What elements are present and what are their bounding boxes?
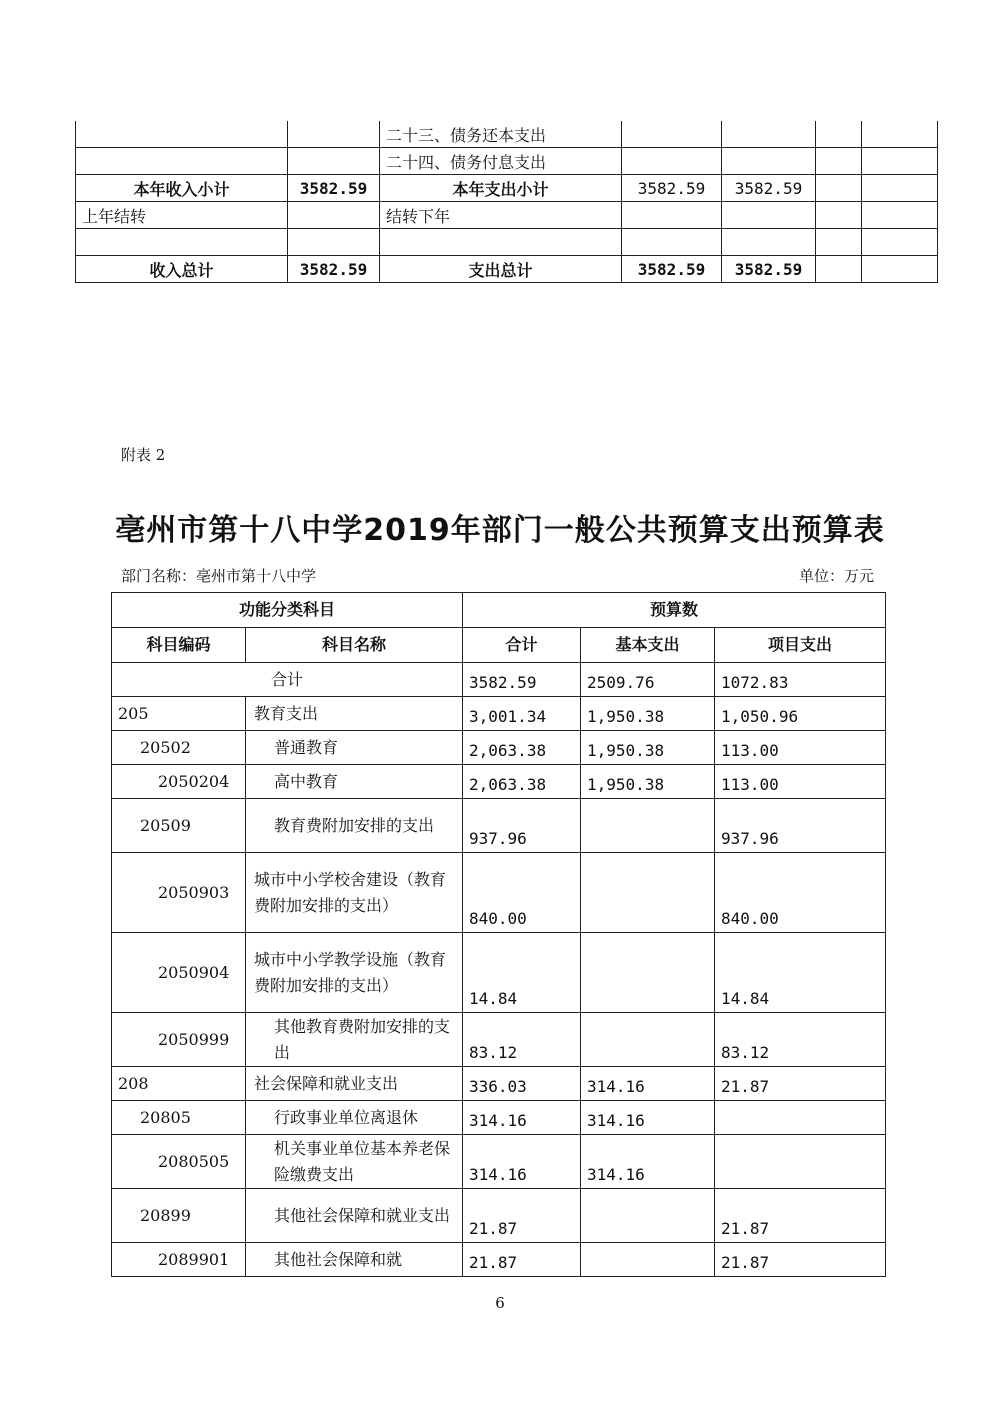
budget-row-project: 21.87 bbox=[715, 1067, 886, 1101]
budget-row-name: 普通教育 bbox=[246, 731, 463, 765]
budget-row bbox=[112, 1101, 886, 1135]
budget-row-name: 城市中小学教学设施（教育费附加安排的支出） bbox=[246, 933, 463, 1013]
summary-cell: 本年收入小计 bbox=[76, 175, 288, 202]
budget-row-basic bbox=[581, 1013, 715, 1067]
header-total: 合计 bbox=[463, 628, 581, 663]
budget-row bbox=[112, 765, 886, 799]
summary-cell bbox=[622, 202, 722, 229]
summary-cell bbox=[622, 121, 722, 148]
budget-row-basic bbox=[581, 1243, 715, 1277]
budget-row-total: 2,063.38 bbox=[463, 765, 581, 799]
total-row-label: 合计 bbox=[112, 663, 463, 697]
budget-row-basic: 314.16 bbox=[581, 1067, 715, 1101]
budget-row-name: 教育费附加安排的支出 bbox=[246, 799, 463, 853]
summary-cell bbox=[288, 148, 380, 175]
budget-row-total: 314.16 bbox=[463, 1101, 581, 1135]
budget-row-code: 2050999 bbox=[112, 1013, 246, 1067]
budget-row-name: 其他教育费附加安排的支出 bbox=[246, 1013, 463, 1067]
budget-row-total: 2,063.38 bbox=[463, 731, 581, 765]
budget-row-name: 教育支出 bbox=[246, 697, 463, 731]
budget-row-total: 14.84 bbox=[463, 933, 581, 1013]
summary-table-body bbox=[76, 121, 938, 283]
summary-cell: 本年支出小计 bbox=[380, 175, 622, 202]
budget-row-code: 20899 bbox=[112, 1189, 246, 1243]
header-code: 科目编码 bbox=[112, 628, 246, 663]
summary-cell bbox=[862, 202, 938, 229]
header-name: 科目名称 bbox=[246, 628, 463, 663]
budget-row-basic: 1,950.38 bbox=[581, 731, 715, 765]
budget-row bbox=[112, 1243, 886, 1277]
budget-row-name: 城市中小学校舍建设（教育费附加安排的支出） bbox=[246, 853, 463, 933]
budget-row-code: 2050904 bbox=[112, 933, 246, 1013]
budget-row-basic: 314.16 bbox=[581, 1135, 715, 1189]
page-number: 6 bbox=[495, 1294, 505, 1312]
budget-row-total: 3,001.34 bbox=[463, 697, 581, 731]
budget-row-code: 2050204 bbox=[112, 765, 246, 799]
summary-cell bbox=[76, 229, 288, 256]
budget-row-total: 83.12 bbox=[463, 1013, 581, 1067]
budget-row-code: 2050903 bbox=[112, 853, 246, 933]
budget-row-project: 1,050.96 bbox=[715, 697, 886, 731]
summary-cell bbox=[816, 148, 862, 175]
summary-cell: 3582.59 bbox=[622, 175, 722, 202]
budget-row-total: 314.16 bbox=[463, 1135, 581, 1189]
summary-cell bbox=[862, 256, 938, 283]
unit-label: 单位：万元 bbox=[798, 567, 874, 585]
summary-cell bbox=[862, 121, 938, 148]
summary-cell: 收入总计 bbox=[76, 256, 288, 283]
budget-row-project: 840.00 bbox=[715, 853, 886, 933]
budget-row-project: 937.96 bbox=[715, 799, 886, 853]
budget-row bbox=[112, 1013, 886, 1067]
budget-row-name: 行政事业单位离退休 bbox=[246, 1101, 463, 1135]
total-row-total: 3582.59 bbox=[463, 663, 581, 697]
budget-row-total: 336.03 bbox=[463, 1067, 581, 1101]
summary-cell bbox=[722, 121, 816, 148]
budget-row-code: 20509 bbox=[112, 799, 246, 853]
summary-cell: 3582.59 bbox=[288, 256, 380, 283]
budget-row-total: 21.87 bbox=[463, 1189, 581, 1243]
budget-row-project: 21.87 bbox=[715, 1243, 886, 1277]
budget-row-project: 113.00 bbox=[715, 731, 886, 765]
summary-cell bbox=[722, 202, 816, 229]
budget-row bbox=[112, 933, 886, 1013]
summary-cell: 结转下年 bbox=[380, 202, 622, 229]
summary-cell bbox=[622, 148, 722, 175]
summary-cell bbox=[288, 229, 380, 256]
budget-row-project: 113.00 bbox=[715, 765, 886, 799]
budget-row-project: 21.87 bbox=[715, 1189, 886, 1243]
summary-cell bbox=[722, 229, 816, 256]
budget-row-basic bbox=[581, 933, 715, 1013]
summary-cell: 二十三、债务还本支出 bbox=[380, 121, 622, 148]
budget-row-total: 840.00 bbox=[463, 853, 581, 933]
budget-row bbox=[112, 1067, 886, 1101]
budget-row-name: 其他社会保障和就业支出 bbox=[246, 1189, 463, 1243]
budget-row-code: 2089901 bbox=[112, 1243, 246, 1277]
income-expense-summary-table bbox=[75, 121, 938, 283]
budget-row bbox=[112, 1135, 886, 1189]
summary-cell: 3582.59 bbox=[288, 175, 380, 202]
budget-row-project: 14.84 bbox=[715, 933, 886, 1013]
header-budget: 预算数 bbox=[463, 593, 886, 628]
summary-cell bbox=[76, 148, 288, 175]
summary-cell bbox=[288, 121, 380, 148]
summary-cell bbox=[862, 148, 938, 175]
summary-row bbox=[76, 175, 938, 202]
summary-cell bbox=[380, 229, 622, 256]
budget-row bbox=[112, 799, 886, 853]
summary-cell: 3582.59 bbox=[722, 175, 816, 202]
budget-row-code: 208 bbox=[112, 1067, 246, 1101]
budget-row-code: 205 bbox=[112, 697, 246, 731]
summary-cell bbox=[722, 148, 816, 175]
header-project: 项目支出 bbox=[715, 628, 886, 663]
budget-row-basic bbox=[581, 853, 715, 933]
summary-cell bbox=[862, 229, 938, 256]
budget-row-basic: 1,950.38 bbox=[581, 697, 715, 731]
department-label: 部门名称：亳州市第十八中学 bbox=[121, 567, 317, 585]
summary-cell bbox=[816, 229, 862, 256]
annex-label: 附表 2 bbox=[121, 446, 166, 464]
summary-cell bbox=[816, 175, 862, 202]
budget-row-name: 机关事业单位基本养老保险缴费支出 bbox=[246, 1135, 463, 1189]
total-row-basic: 2509.76 bbox=[581, 663, 715, 697]
summary-cell: 二十四、债务付息支出 bbox=[380, 148, 622, 175]
page-title: 亳州市第十八中学2019年部门一般公共预算支出预算表 bbox=[115, 513, 885, 548]
summary-cell bbox=[76, 121, 288, 148]
budget-row-name: 其他社会保障和就 bbox=[246, 1243, 463, 1277]
summary-row bbox=[76, 121, 938, 148]
budget-row bbox=[112, 731, 886, 765]
budget-row bbox=[112, 697, 886, 731]
summary-cell bbox=[816, 121, 862, 148]
budget-row-name: 高中教育 bbox=[246, 765, 463, 799]
summary-cell bbox=[816, 256, 862, 283]
budget-row-project bbox=[715, 1101, 886, 1135]
summary-cell: 3582.59 bbox=[722, 256, 816, 283]
budget-row-project bbox=[715, 1135, 886, 1189]
summary-cell: 上年结转 bbox=[76, 202, 288, 229]
budget-row-code: 20502 bbox=[112, 731, 246, 765]
budget-row-total: 937.96 bbox=[463, 799, 581, 853]
summary-cell: 支出总计 bbox=[380, 256, 622, 283]
budget-row-basic: 1,950.38 bbox=[581, 765, 715, 799]
summary-row bbox=[76, 256, 938, 283]
budget-row-project: 83.12 bbox=[715, 1013, 886, 1067]
total-row-project: 1072.83 bbox=[715, 663, 886, 697]
budget-row-name: 社会保障和就业支出 bbox=[246, 1067, 463, 1101]
summary-cell bbox=[862, 175, 938, 202]
budget-row-code: 2080505 bbox=[112, 1135, 246, 1189]
summary-cell bbox=[288, 202, 380, 229]
budget-row bbox=[112, 853, 886, 933]
budget-row-basic: 314.16 bbox=[581, 1101, 715, 1135]
header-basic: 基本支出 bbox=[581, 628, 715, 663]
summary-row bbox=[76, 202, 938, 229]
budget-row-basic bbox=[581, 1189, 715, 1243]
header-function-class: 功能分类科目 bbox=[112, 593, 463, 628]
budget-row-basic bbox=[581, 799, 715, 853]
summary-cell bbox=[816, 202, 862, 229]
summary-cell: 3582.59 bbox=[622, 256, 722, 283]
summary-cell bbox=[622, 229, 722, 256]
budget-table-body bbox=[112, 697, 886, 1277]
budget-row bbox=[112, 1189, 886, 1243]
summary-row bbox=[76, 229, 938, 256]
summary-row bbox=[76, 148, 938, 175]
budget-expenditure-table bbox=[111, 592, 886, 1277]
budget-row-code: 20805 bbox=[112, 1101, 246, 1135]
budget-row-total: 21.87 bbox=[463, 1243, 581, 1277]
